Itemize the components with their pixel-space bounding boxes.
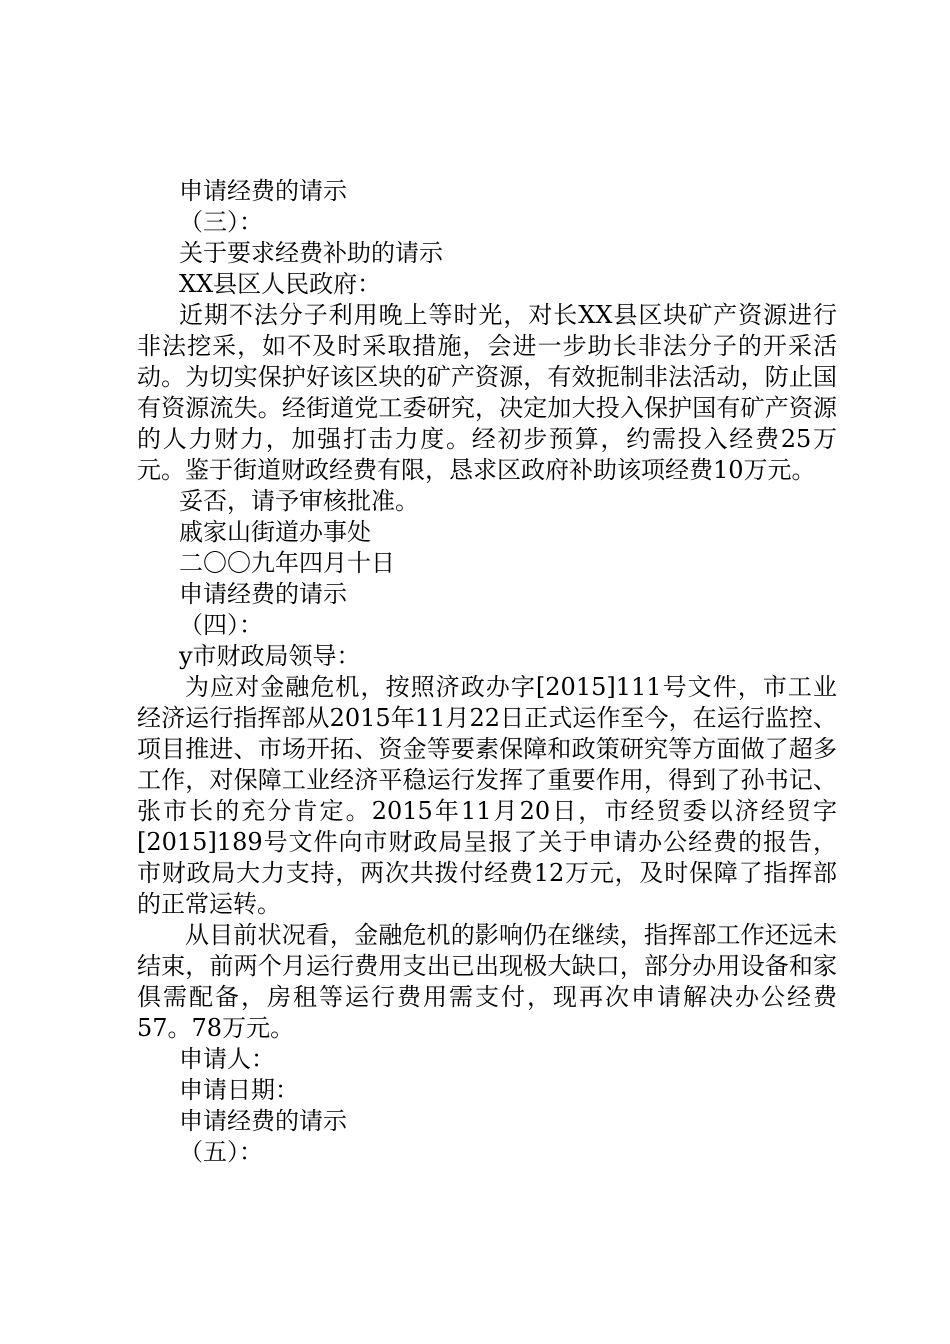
closing-request: 妥否，请予审核批准。: [179, 487, 419, 515]
section-number: （五）：: [179, 1138, 263, 1166]
application-date-label: 申请日期：: [179, 1076, 299, 1104]
date: 二〇〇九年四月十日: [179, 549, 395, 577]
body-paragraph: 从目前状况看，金融危机的影响仍在继续，指挥部工作还远未结束，前两个月运行费用支出已出现极大缺口，部分办用设备和家俱需配备，房租等运行费用需支付，现再次申请解决办公经费57。78万元。: [137, 921, 837, 1042]
addressee: y市财政局领导：: [179, 642, 361, 670]
sender: 戚家山街道办事处: [179, 518, 371, 546]
section-title: 申请经费的请示: [179, 1107, 347, 1135]
section-number: （四）：: [179, 611, 263, 639]
applicant-label: 申请人：: [179, 1045, 275, 1073]
section-title: 申请经费的请示: [179, 177, 347, 205]
document-body: [137, 176, 837, 1168]
section-title: 申请经费的请示: [179, 580, 347, 608]
addressee: XX县区人民政府：: [179, 270, 382, 298]
body-paragraph: 为应对金融危机，按照济政办字[2015]111号文件，市工业经济运行指挥部从2015年11月22日正式运作至今，在运行监控、项目推进、市场开拓、资金等要素保障和政策研究等方面做了超多工作，对保障工业经济平稳运行发挥了重要作用，得到了孙书记、张市长的充分肯定。2015年11月20日，市经贸委以济经贸字[2015]189号文件向市财政局呈报了关于申请办公经费的报告，市财政局大力支持，两次共拨付经费12万元，及时保障了指挥部的正常运转。: [137, 673, 837, 918]
section-number: （三）：: [179, 208, 263, 236]
body-paragraph: 近期不法分子利用晚上等时光，对长XX县区块矿产资源进行非法挖采，如不及时采取措施，会进一步助长非法分子的开采活动。为切实保护好该区块的矿产资源，有效扼制非法活动，防止国有资源流失。经街道党工委研究，决定加大投入保护国有矿产资源的人力财力，加强打击力度。经初步预算，约需投入经费25万元。鉴于街道财政经费有限，恳求区政府补助该项经费10万元。: [137, 301, 837, 484]
document-title: 关于要求经费补助的请示: [179, 239, 443, 267]
